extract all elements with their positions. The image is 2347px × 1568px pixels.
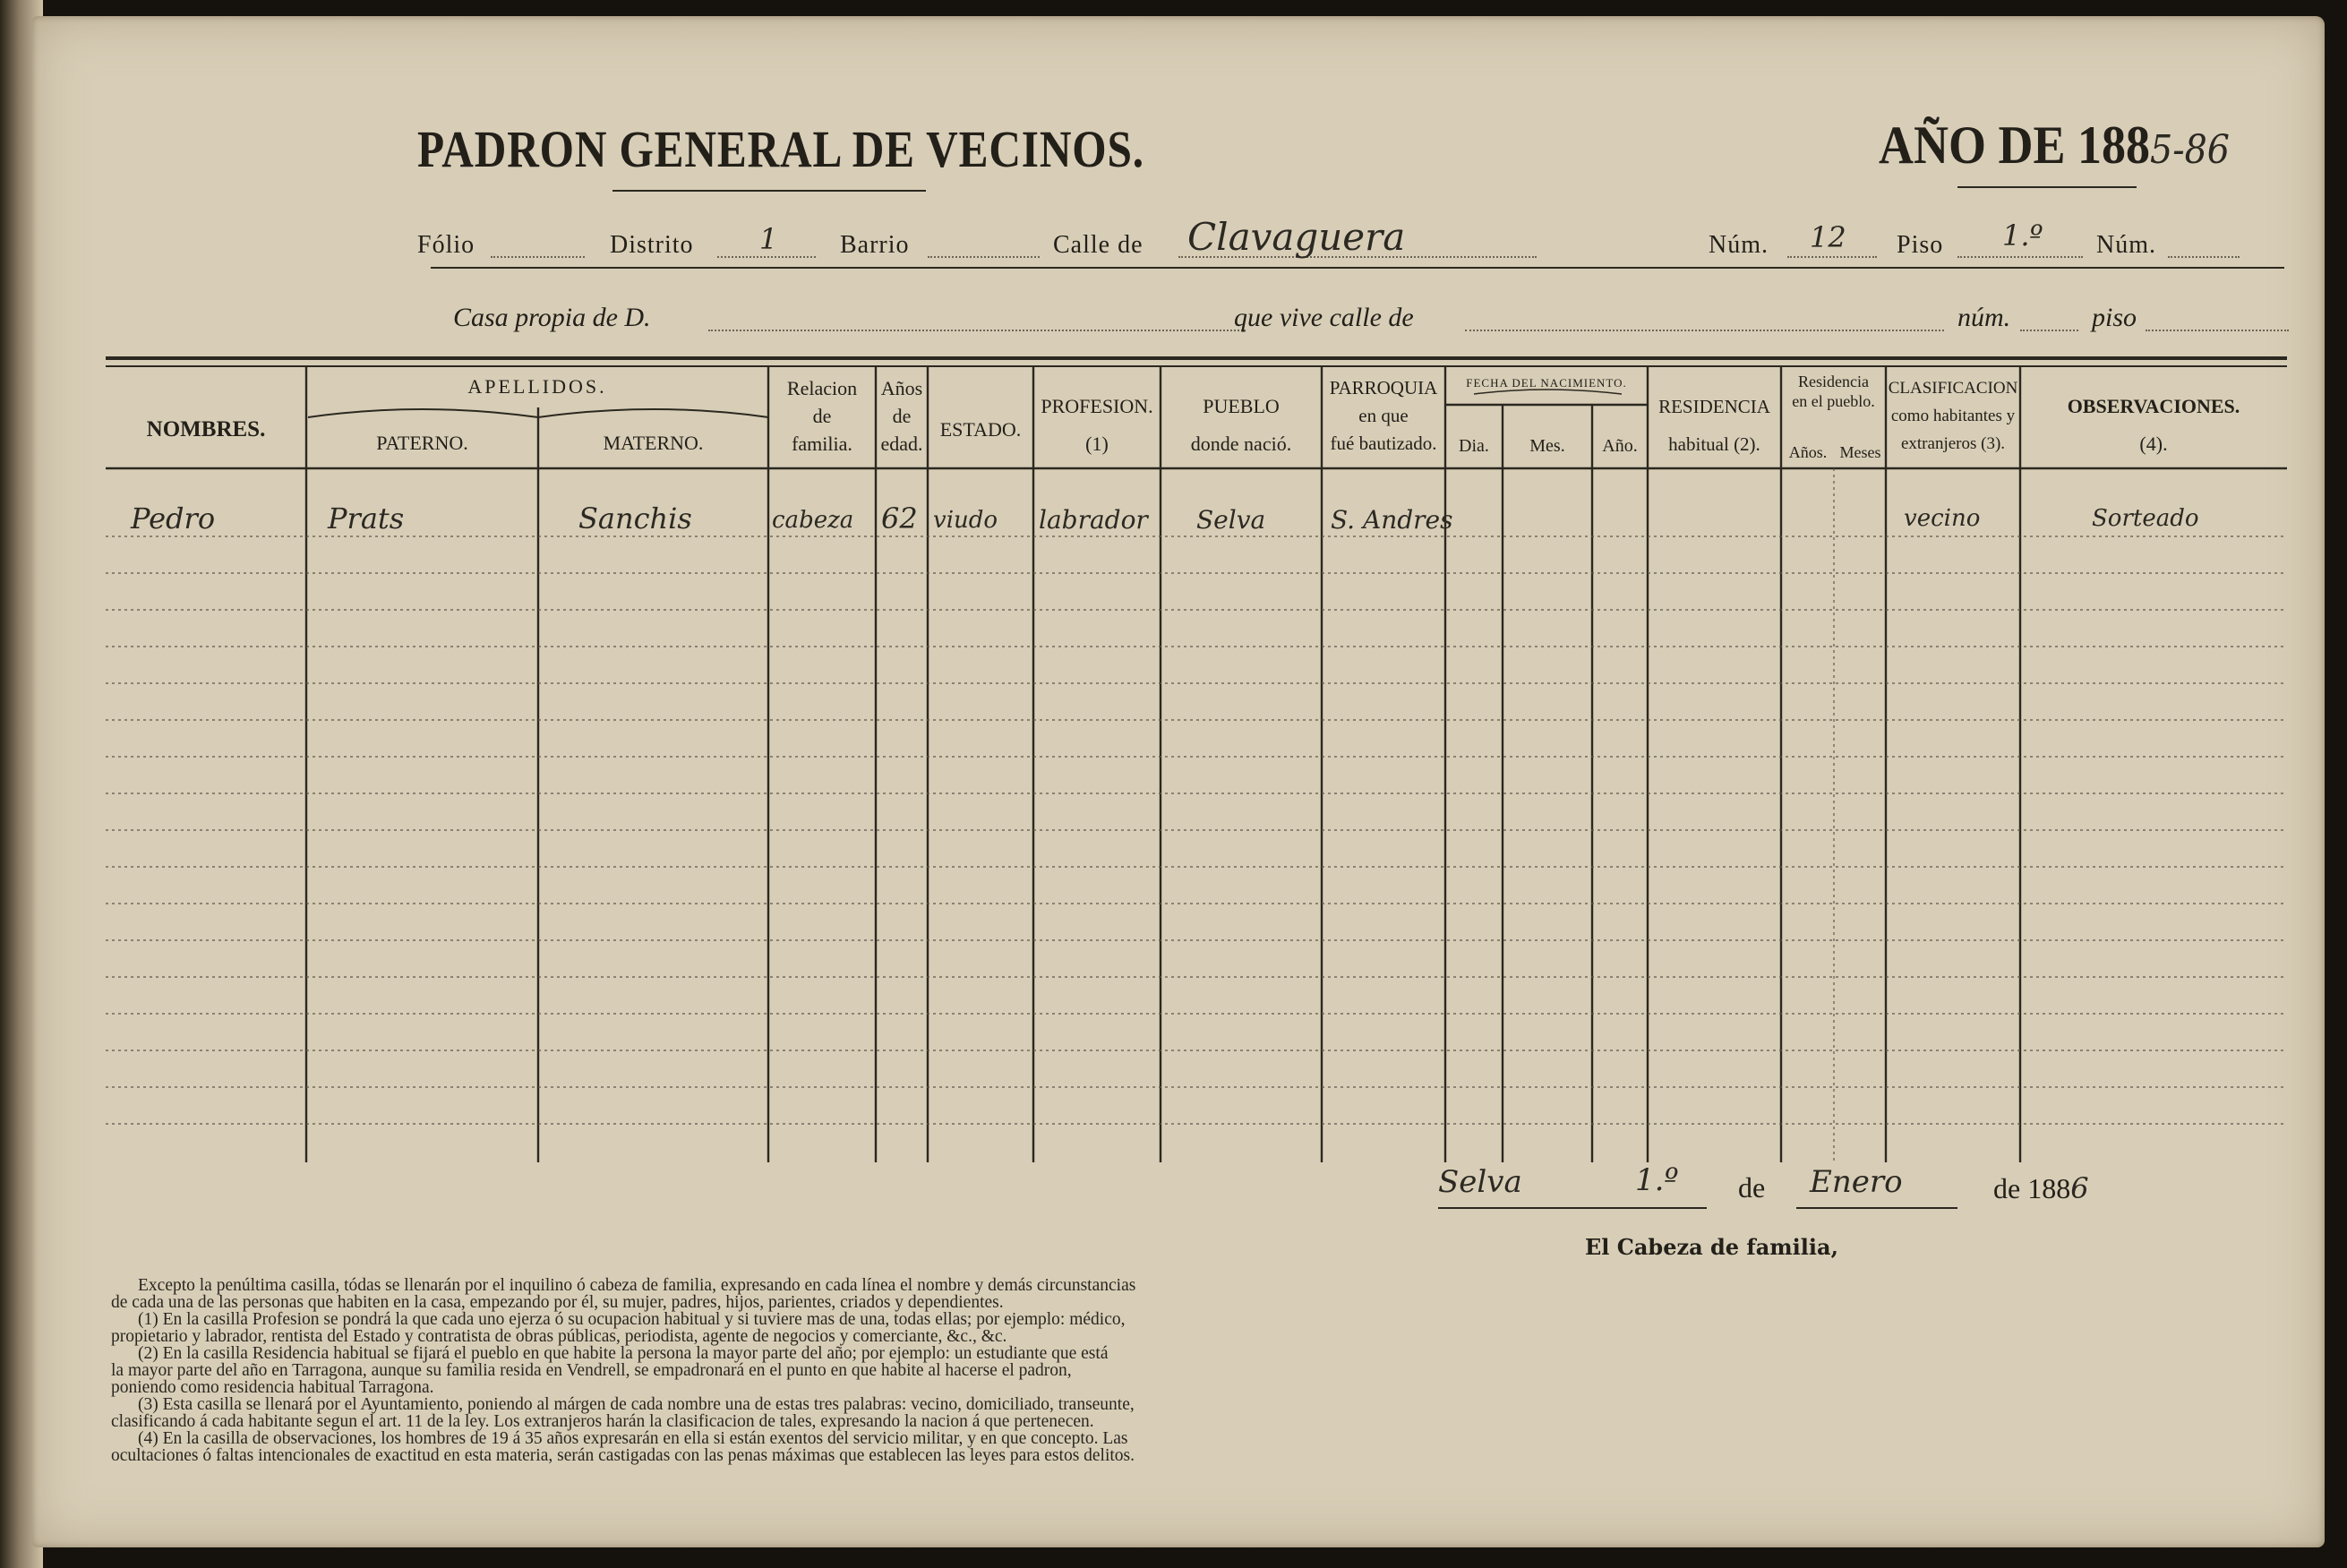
calle-value: Clavaguera (1187, 215, 1406, 259)
header-parroquia-line2: en que (1358, 405, 1409, 426)
header-relacion-line3: familia. (792, 433, 852, 455)
cell-clasificacion: vecino (1904, 505, 1981, 532)
header-residencia (1648, 388, 1781, 463)
header-profesion (1033, 388, 1161, 463)
header-nombres: NOMBRES. (146, 417, 266, 441)
cell-estado: viudo (933, 507, 998, 534)
header-parroquia-line3: fué bautizado. (1330, 433, 1437, 454)
note-1-line2: propietario y labrador, rentista del Estado y contratista de obras públicas, periodista, agente de negocios y comerciante, &c., &c. (111, 1327, 1007, 1346)
vive-calle-label: que vive calle de (1234, 303, 1414, 332)
header-relacion (768, 374, 876, 458)
header-clasificacion-line3: extranjeros (3). (1900, 434, 2006, 453)
header-dia: Dia. (1459, 436, 1489, 456)
header-anos-line2: de (892, 405, 912, 427)
place-rule (1438, 1207, 1635, 1209)
calle-label: Calle de (1053, 231, 1144, 259)
header-relacion-line2: de (812, 405, 832, 427)
note-4-line2: ocultaciones ó faltas intencionales de exactitud en esta materia, serán castigadas con las penas máximas que establecen las leyes para estos delitos. (111, 1446, 1135, 1465)
header-anos-line3: edad. (880, 433, 923, 455)
header-observaciones-line2: (4). (2139, 433, 2168, 455)
note-3-line1: (3) Esta casilla se llenará por el Ayuntamiento, poniendo al márgen de cada nombre una de estas tres palabras: vecino, domiciliado, transeunte, (138, 1395, 1135, 1414)
month-rule (1796, 1207, 1957, 1209)
header-parroquia (1322, 374, 1445, 458)
note-2-line3: poniendo como residencia habitual Tarragona. (111, 1378, 434, 1397)
header-fecha-nacimiento: FECHA DEL NACIMIENTO. (1466, 376, 1627, 390)
note-2-line2: la mayor parte del año en Tarragona, aunque su familia resida en Vendrell, se empadronará en el punto en que habite al hacerse el padron, (111, 1361, 1072, 1380)
header-profesion-line2: (1) (1085, 433, 1109, 455)
cell-pueblo: Selva (1196, 505, 1266, 535)
header-paterno: PATERNO. (376, 432, 468, 454)
header-res-pueblo-line1: Residencia (1798, 373, 1869, 390)
header-estado: ESTADO. (939, 418, 1022, 441)
header-res-meses: Meses (1839, 443, 1881, 461)
header-res-anos: Años. (1788, 443, 1828, 461)
signature-year (1993, 1171, 2089, 1205)
note-1-line1: (1) En la casilla Profesion se pondrá la que cada uno ejerza ó su ocupacion habitual y si tuviere mas de una, todas ellas; por ejemplo: médico, (138, 1310, 1126, 1329)
header-ano: Año. (1602, 436, 1638, 456)
owner-piso-label: piso (2092, 303, 2137, 332)
day-rule (1635, 1207, 1707, 1209)
census-form-page (32, 16, 2325, 1547)
header-pueblo-line1: PUEBLO (1203, 395, 1280, 417)
header-clasificacion-line1: CLASIFICACION (1888, 379, 2018, 398)
signature-day: 1.º (1635, 1162, 1679, 1198)
header-observaciones-line1: OBSERVACIONES. (2067, 395, 2240, 417)
header-res-pueblo (1781, 372, 1886, 411)
table-grid (32, 16, 2325, 1198)
cell-nombre: Pedro (131, 501, 216, 536)
cell-materno: Sanchis (578, 501, 692, 536)
header-clasificacion (1886, 374, 2020, 458)
folio-label: Fólio (417, 231, 475, 259)
cell-observaciones: Sorteado (2092, 505, 2199, 532)
barrio-label: Barrio (840, 231, 910, 259)
note-2-line1: (2) En la casilla Residencia habitual se fijará el pueblo en que habite la persona la mayor parte del año; por ejemplo: un estudiante que está (138, 1344, 1109, 1363)
num-value: 12 (1810, 220, 1846, 254)
header-residencia-line2: habitual (2). (1668, 433, 1760, 455)
signature-caption: El Cabeza de familia, (1585, 1234, 1838, 1260)
distrito-label: Distrito (610, 231, 694, 259)
cell-parroquia: S. Andres (1331, 505, 1453, 535)
header-pueblo (1161, 388, 1322, 463)
header-anos-line1: Años (880, 377, 923, 399)
year-printed: AÑO DE 188 (1879, 116, 2151, 175)
header-mes: Mes. (1529, 436, 1565, 456)
header-residencia-line1: RESIDENCIA (1658, 396, 1770, 417)
piso-value: 1.º (2002, 218, 2043, 253)
num-label: Núm. (1709, 231, 1769, 259)
header-pueblo-line2: donde nació. (1190, 433, 1292, 455)
distrito-value: 1 (759, 222, 778, 256)
owner-num-label: núm. (1957, 303, 2011, 332)
header-anos (876, 374, 928, 458)
piso-label: Piso (1897, 231, 1944, 259)
header-apellidos: APELLIDOS. (467, 375, 607, 398)
casa-propia-label: Casa propia de D. (453, 303, 651, 332)
note-intro-1: Excepto la penúltima casilla, tódas se llenarán por el inquilino ó cabeza de familia, expresando en cada línea el nombre y demás circunstancias (138, 1276, 1136, 1295)
header-parroquia-line1: PARROQUIA (1329, 377, 1438, 398)
note-3-line2: clasificando á cada habitante segun el art. 11 de la ley. Los extranjeros harán la clasificacion de tales, expresando la nacion á que pertenecen. (111, 1412, 1094, 1431)
header-res-pueblo-line2: en el pueblo. (1792, 392, 1875, 410)
header-profesion-line1: PROFESION. (1041, 395, 1153, 417)
signature-place: Selva (1438, 1164, 1522, 1200)
signature-year-printed: de 188 (1993, 1172, 2071, 1204)
note-4-line1: (4) En la casilla de observaciones, los hombres de 19 á 35 años expresarán en ella si están exentos del servicio militar, y en que concepto. Las (138, 1429, 1128, 1448)
header-observaciones (2020, 388, 2287, 463)
signature-year-handwritten: 6 (2070, 1171, 2089, 1205)
header-clasificacion-line2: como habitantes y (1890, 407, 2016, 425)
num2-label: Núm. (2096, 231, 2156, 259)
signature-de-1: de (1738, 1171, 1766, 1204)
cell-profesion: labrador (1039, 505, 1148, 535)
header-relacion-line1: Relacion (786, 377, 858, 399)
form-title: PADRON GENERAL DE VECINOS. (417, 120, 1144, 178)
cell-relacion: cabeza (772, 507, 854, 534)
signature-month: Enero (1810, 1164, 1903, 1200)
cell-edad: 62 (881, 501, 918, 536)
year-handwritten: 5-86 (2150, 127, 2230, 173)
note-intro-2: de cada una de las personas que habiten en la casa, empezando por él, su mujer, padres, hijos, parientes, criados y dependientes. (111, 1293, 1004, 1312)
footnotes (111, 1277, 1481, 1464)
header-materno: MATERNO. (603, 432, 704, 454)
cell-paterno: Prats (328, 501, 405, 536)
